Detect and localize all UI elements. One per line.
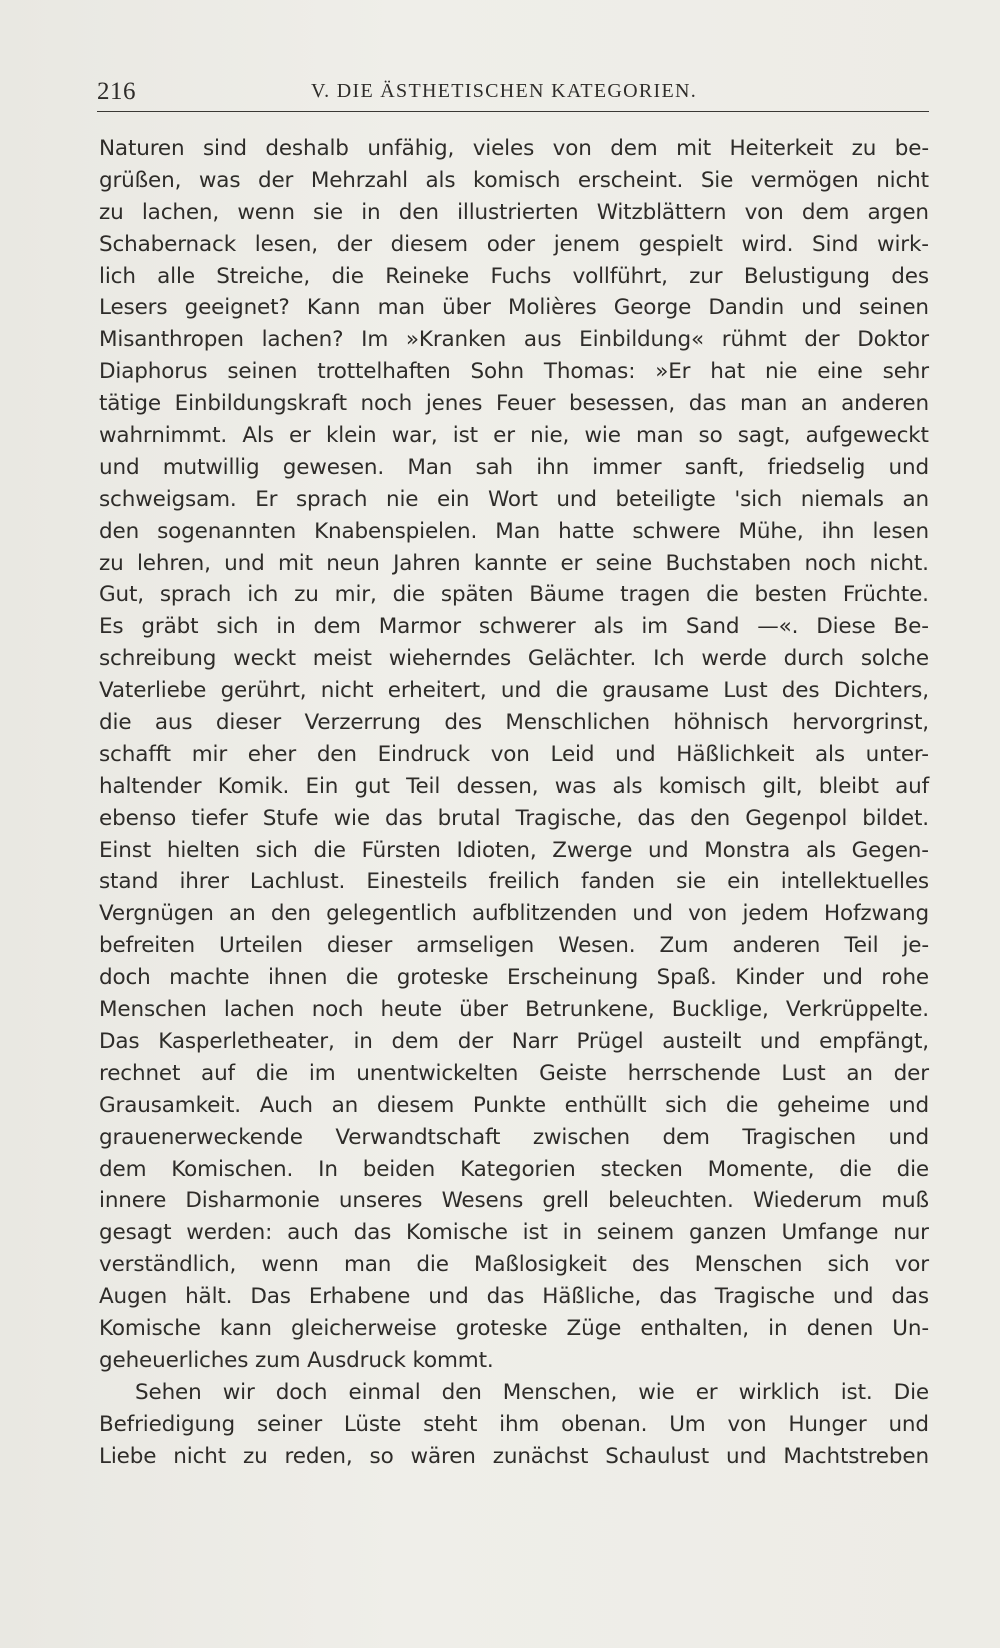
text-line: innere Disharmonie unseres Wesens grell beleuchten. Wiederum muß: [99, 1188, 929, 1214]
text-line: rechnet auf die im unentwickelten Geiste herrschende Lust an der: [99, 1060, 929, 1086]
text-line: Es gräbt sich in dem Marmor schwerer als im Sand —«. Diese Be-: [99, 614, 929, 640]
page-header: [97, 76, 927, 106]
text-line: Diaphorus seinen trottelhaften Sohn Thomas: »Er hat nie eine sehr: [99, 359, 929, 385]
text-line: und mutwillig gewesen. Man sah ihn immer sanft, friedselig und: [99, 454, 929, 480]
paragraph: [99, 1377, 929, 1473]
text-line: Menschen lachen noch heute über Betrunkene, Bucklige, Verkrüppelte.: [99, 997, 929, 1023]
text-line: Komische kann gleicherweise groteske Züge enthalten, in denen Un-: [99, 1315, 929, 1341]
text-line: haltender Komik. Ein gut Teil dessen, was als komisch gilt, bleibt auf: [99, 773, 929, 799]
text-line: Gut, sprach ich zu mir, die späten Bäume tragen die besten Früchte.: [99, 582, 929, 608]
page-number: 216: [97, 78, 136, 105]
text-line: grüßen, was der Mehrzahl als komisch erscheint. Sie vermögen nicht: [99, 167, 929, 193]
text-line: Vergnügen an den gelegentlich aufblitzenden und von jedem Hofzwang: [99, 901, 929, 927]
text-line: den sogenannten Knabenspielen. Man hatte schwere Mühe, ihn lesen: [99, 518, 929, 544]
text-line: geheuerliches zum Ausdruck kommt.: [99, 1347, 494, 1373]
text-line: lich alle Streiche, die Reineke Fuchs vollführt, zur Belustigung des: [99, 263, 929, 289]
text-line: zu lehren, und mit neun Jahren kannte er seine Buchstaben noch nicht.: [99, 550, 929, 576]
text-line: gesagt werden: auch das Komische ist in seinem ganzen Umfange nur: [99, 1220, 929, 1246]
text-line: schweigsam. Er sprach nie ein Wort und beteiligte 'sich niemals an: [99, 486, 929, 512]
text-line: Schabernack lesen, der diesem oder jenem gespielt wird. Sind wirk-: [99, 231, 929, 257]
text-line: die aus dieser Verzerrung des Menschlichen höhnisch hervorgrinst,: [99, 710, 929, 736]
text-line: tätige Einbildungskraft noch jenes Feuer besessen, das man an anderen: [99, 391, 929, 417]
text-line: stand ihrer Lachlust. Einesteils freilich fanden sie ein intellektuelles: [99, 869, 929, 895]
text-line: Lesers geeignet? Kann man über Molières George Dandin und seinen: [99, 295, 929, 321]
text-line: wahrnimmt. Als er klein war, ist er nie, wie man so sagt, aufgeweckt: [99, 423, 929, 449]
running-head: V. DIE ÄSTHETISCHEN KATEGORIEN.: [311, 80, 698, 102]
text-line: Das Kasperletheater, in dem der Narr Prügel austeilt und empfängt,: [99, 1028, 929, 1054]
text-line: dem Komischen. In beiden Kategorien stecken Momente, die die: [99, 1156, 929, 1182]
text-line: schreibung weckt meist wieherndes Gelächter. Ich werde durch solche: [99, 646, 929, 672]
text-line: Misanthropen lachen? Im »Kranken aus Einbildung« rühmt der Doktor: [99, 327, 929, 353]
text-line: ebenso tiefer Stufe wie das brutal Tragische, das den Gegenpol bildet.: [99, 805, 929, 831]
text-line: Vaterliebe gerührt, nicht erheitert, und die grausame Lust des Dichters,: [99, 678, 929, 704]
text-line: Liebe nicht zu reden, so wären zunächst Schaulust und Machtstreben: [99, 1443, 929, 1469]
text-line: befreiten Urteilen dieser armseligen Wesen. Zum anderen Teil je-: [99, 933, 929, 959]
text-line: doch machte ihnen die groteske Erscheinung Spaß. Kinder und rohe: [99, 965, 929, 991]
text-line: Naturen sind deshalb unfähig, vieles von dem mit Heiterkeit zu be-: [99, 136, 929, 161]
paragraph: [99, 133, 929, 1377]
body-text: [99, 133, 929, 1472]
text-line: Befriedigung seiner Lüste steht ihm obenan. Um von Hunger und: [99, 1411, 929, 1437]
text-line: grauenerweckende Verwandtschaft zwischen dem Tragischen und: [99, 1124, 929, 1150]
text-line: zu lachen, wenn sie in den illustrierten Witzblättern von dem argen: [99, 199, 929, 225]
header-rule: [97, 111, 929, 112]
text-line: Einst hielten sich die Fürsten Idioten, Zwerge und Monstra als Gegen-: [99, 837, 929, 863]
text-line: verständlich, wenn man die Maßlosigkeit des Menschen sich vor: [99, 1252, 929, 1278]
text-line: Grausamkeit. Auch an diesem Punkte enthüllt sich die geheime und: [99, 1092, 929, 1118]
text-line: schafft mir eher den Eindruck von Leid und Häßlichkeit als unter-: [99, 741, 929, 767]
text-line: Augen hält. Das Erhabene und das Häßliche, das Tragische und das: [99, 1284, 929, 1310]
text-line: Sehen wir doch einmal den Menschen, wie er wirklich ist. Die: [135, 1379, 929, 1405]
